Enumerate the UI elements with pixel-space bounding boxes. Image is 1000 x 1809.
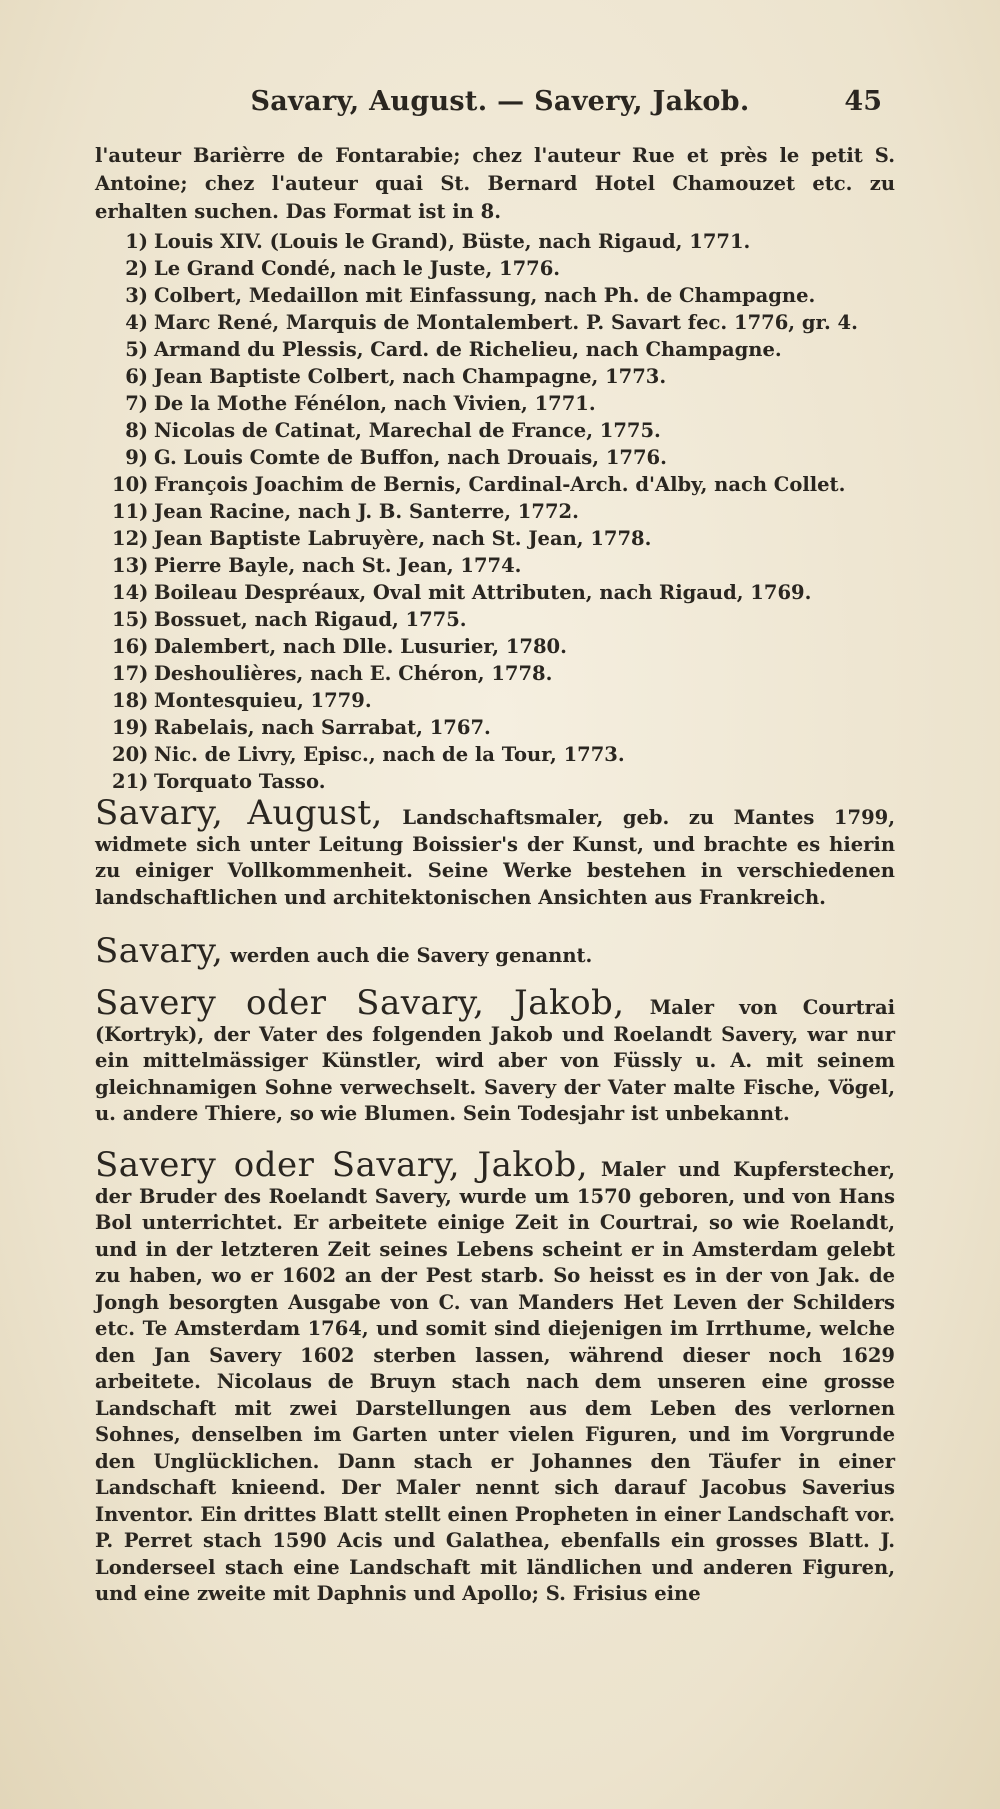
list-item-text: Dalembert, nach Dlle. Lusurier, 1780.	[154, 635, 567, 658]
list-item-number: 8)	[125, 419, 148, 442]
list-item	[112, 444, 902, 471]
entry-text: Landschaftsmaler, geb. zu Mantes 1799, widmete sich unter Leitung Boissier's der Kunst, und brachte es hierin zu einiger Vollkommenheit. Seine Werke bestehen in verschiedenen landschaftlichen und architektonischen Ansichten aus Frankreich.	[95, 806, 895, 909]
list-item-text: Jean Baptiste Colbert, nach Champagne, 1773.	[154, 365, 667, 388]
list-item-number: 13)	[112, 554, 149, 577]
list-item	[112, 633, 902, 660]
list-item	[112, 687, 902, 714]
list-item-number: 14)	[112, 581, 149, 604]
list-item-number: 12)	[112, 527, 149, 550]
list-item-text: Louis XIV. (Louis le Grand), Büste, nach Rigaud, 1771.	[154, 230, 751, 253]
list-item-text: Nic. de Livry, Episc., nach de la Tour, 1773.	[154, 743, 625, 766]
list-item-number: 11)	[112, 500, 149, 523]
list-item	[112, 579, 902, 606]
page-number: 45	[844, 86, 882, 117]
running-head: Savary, August. — Savery, Jakob.	[250, 86, 750, 117]
list-item-number: 16)	[112, 635, 149, 658]
list-item-text: Jean Baptiste Labruyère, nach St. Jean, 1778.	[154, 527, 652, 550]
list-item-text: G. Louis Comte de Buffon, nach Drouais, 1776.	[154, 446, 667, 469]
list-item	[112, 309, 902, 336]
list-item-text: Nicolas de Catinat, Marechal de France, 1775.	[154, 419, 661, 442]
list-item	[112, 255, 902, 282]
list-item	[112, 741, 902, 768]
list-item-text: Montesquieu, 1779.	[154, 689, 372, 712]
list-item-text: Le Grand Condé, nach le Juste, 1776.	[154, 257, 561, 280]
list-item	[112, 660, 902, 687]
list-item-number: 15)	[112, 608, 149, 631]
list-item-text: François Joachim de Bernis, Cardinal-Arch. d'Alby, nach Collet.	[154, 473, 846, 496]
list-item	[112, 714, 902, 741]
list-item-number: 20)	[112, 743, 149, 766]
entry-lemma: Savary, August,	[95, 793, 383, 833]
list-item-text: Pierre Bayle, nach St. Jean, 1774.	[154, 554, 522, 577]
entry-text: Maler von Courtrai (Kortryk), der Vater des folgenden Jakob und Roelandt Savery, war nur ein mittelmässiger Künstler, wird aber von Füssly u. A. mit seinem gleichnamigen Sohne verwechselt. Savery der Vater malte Fische, Vögel, u. andere Thiere, so wie Blumen. Sein Todesjahr ist unbekannt.	[95, 996, 895, 1125]
list-item-number: 7)	[125, 392, 148, 415]
list-item-number: 9)	[125, 446, 148, 469]
entry-savary-august	[95, 793, 895, 911]
list-item-text: Deshoulières, nach E. Chéron, 1778.	[154, 662, 553, 685]
list-item-number: 18)	[112, 689, 149, 712]
list-item-number: 19)	[112, 716, 149, 739]
list-item	[112, 228, 902, 255]
list-item-text: De la Mothe Fénélon, nach Vivien, 1771.	[154, 392, 596, 415]
list-item-number: 21)	[112, 770, 149, 793]
list-item-text: Marc René, Marquis de Montalembert. P. Savart fec. 1776, gr. 4.	[154, 311, 858, 334]
list-item-number: 1)	[125, 230, 148, 253]
entry-lemma: Savary,	[95, 931, 224, 971]
entry-savery-jakob-brother	[95, 1145, 895, 1608]
list-item-text: Bossuet, nach Rigaud, 1775.	[154, 608, 467, 631]
list-item-number: 5)	[125, 338, 148, 361]
intro-paragraph: l'auteur Barièrre de Fontarabie; chez l'auteur Rue et près le petit S. Antoine; chez l'auteur quai St. Bernard Hotel Chamouzet etc. zu erhalten suchen. Das Format ist in 8.	[95, 144, 895, 223]
portrait-list	[112, 228, 902, 795]
entry-savery-jakob-father	[95, 983, 895, 1128]
list-item	[112, 417, 902, 444]
list-item	[112, 525, 902, 552]
list-item-text: Boileau Despréaux, Oval mit Attributen, nach Rigaud, 1769.	[154, 581, 812, 604]
list-item	[112, 498, 902, 525]
list-item-number: 6)	[125, 365, 148, 388]
list-item-text: Colbert, Medaillon mit Einfassung, nach Ph. de Champagne.	[154, 284, 816, 307]
list-item	[112, 471, 902, 498]
list-item	[112, 336, 902, 363]
list-item-text: Rabelais, nach Sarrabat, 1767.	[154, 716, 491, 739]
entry-savary-note	[95, 931, 895, 971]
list-item-text: Torquato Tasso.	[154, 770, 326, 793]
list-item-text: Armand du Plessis, Card. de Richelieu, nach Champagne.	[154, 338, 782, 361]
list-item-number: 17)	[112, 662, 149, 685]
list-item	[112, 606, 902, 633]
list-item	[112, 282, 902, 309]
list-item	[112, 552, 902, 579]
list-item	[112, 768, 902, 795]
page-header	[0, 86, 1000, 126]
list-item-number: 10)	[112, 473, 149, 496]
list-item	[112, 363, 902, 390]
list-item	[112, 390, 902, 417]
list-item-number: 4)	[125, 311, 148, 334]
list-item-number: 3)	[125, 284, 148, 307]
entry-text: werden auch die Savery genannt.	[230, 944, 593, 967]
list-item-number: 2)	[125, 257, 148, 280]
list-item-text: Jean Racine, nach J. B. Santerre, 1772.	[154, 500, 579, 523]
entry-text: Maler und Kupferstecher, der Bruder des Roelandt Savery, wurde um 1570 geboren, und von Hans Bol unterrichtet. Er arbeitete einige Zeit in Courtrai, so wie Roelandt, und in der letzteren Zeit seines Lebens scheint er in Amsterdam gelebt zu haben, wo er 1602 an der Pest starb. So heisst es in der von Jak. de Jongh besorgten Ausgabe von C. van Manders Het Leven der Schilders etc. Te Amsterdam 1764, und somit sind diejenigen im Irrthume, welche den Jan Savery 1602 sterben lassen, während dieser noch 1629 arbeitete. Nicolaus de Bruyn stach nach dem unseren eine grosse Landschaft mit zwei Darstellungen aus dem Leben des verlornen Sohnes, denselben im Garten unter vielen Figuren, und im Vorgrunde den Unglücklichen. Dann stach er Johannes den Täufer in einer Landschaft knieend. Der Maler nennt sich darauf Jacobus Saverius Inventor. Ein drittes Blatt stellt einen Propheten in einer Landschaft vor. P. Perret stach 1590 Acis und Galathea, ebenfalls ein grosses Blatt. J. Londerseel stach eine Landschaft mit ländlichen und anderen Figuren, und eine zweite mit Daphnis und Apollo; S. Frisius eine	[95, 1158, 895, 1605]
entry-lemma: Savery oder Savary, Jakob,	[95, 1145, 589, 1185]
entry-lemma: Savery oder Savary, Jakob,	[95, 983, 625, 1023]
